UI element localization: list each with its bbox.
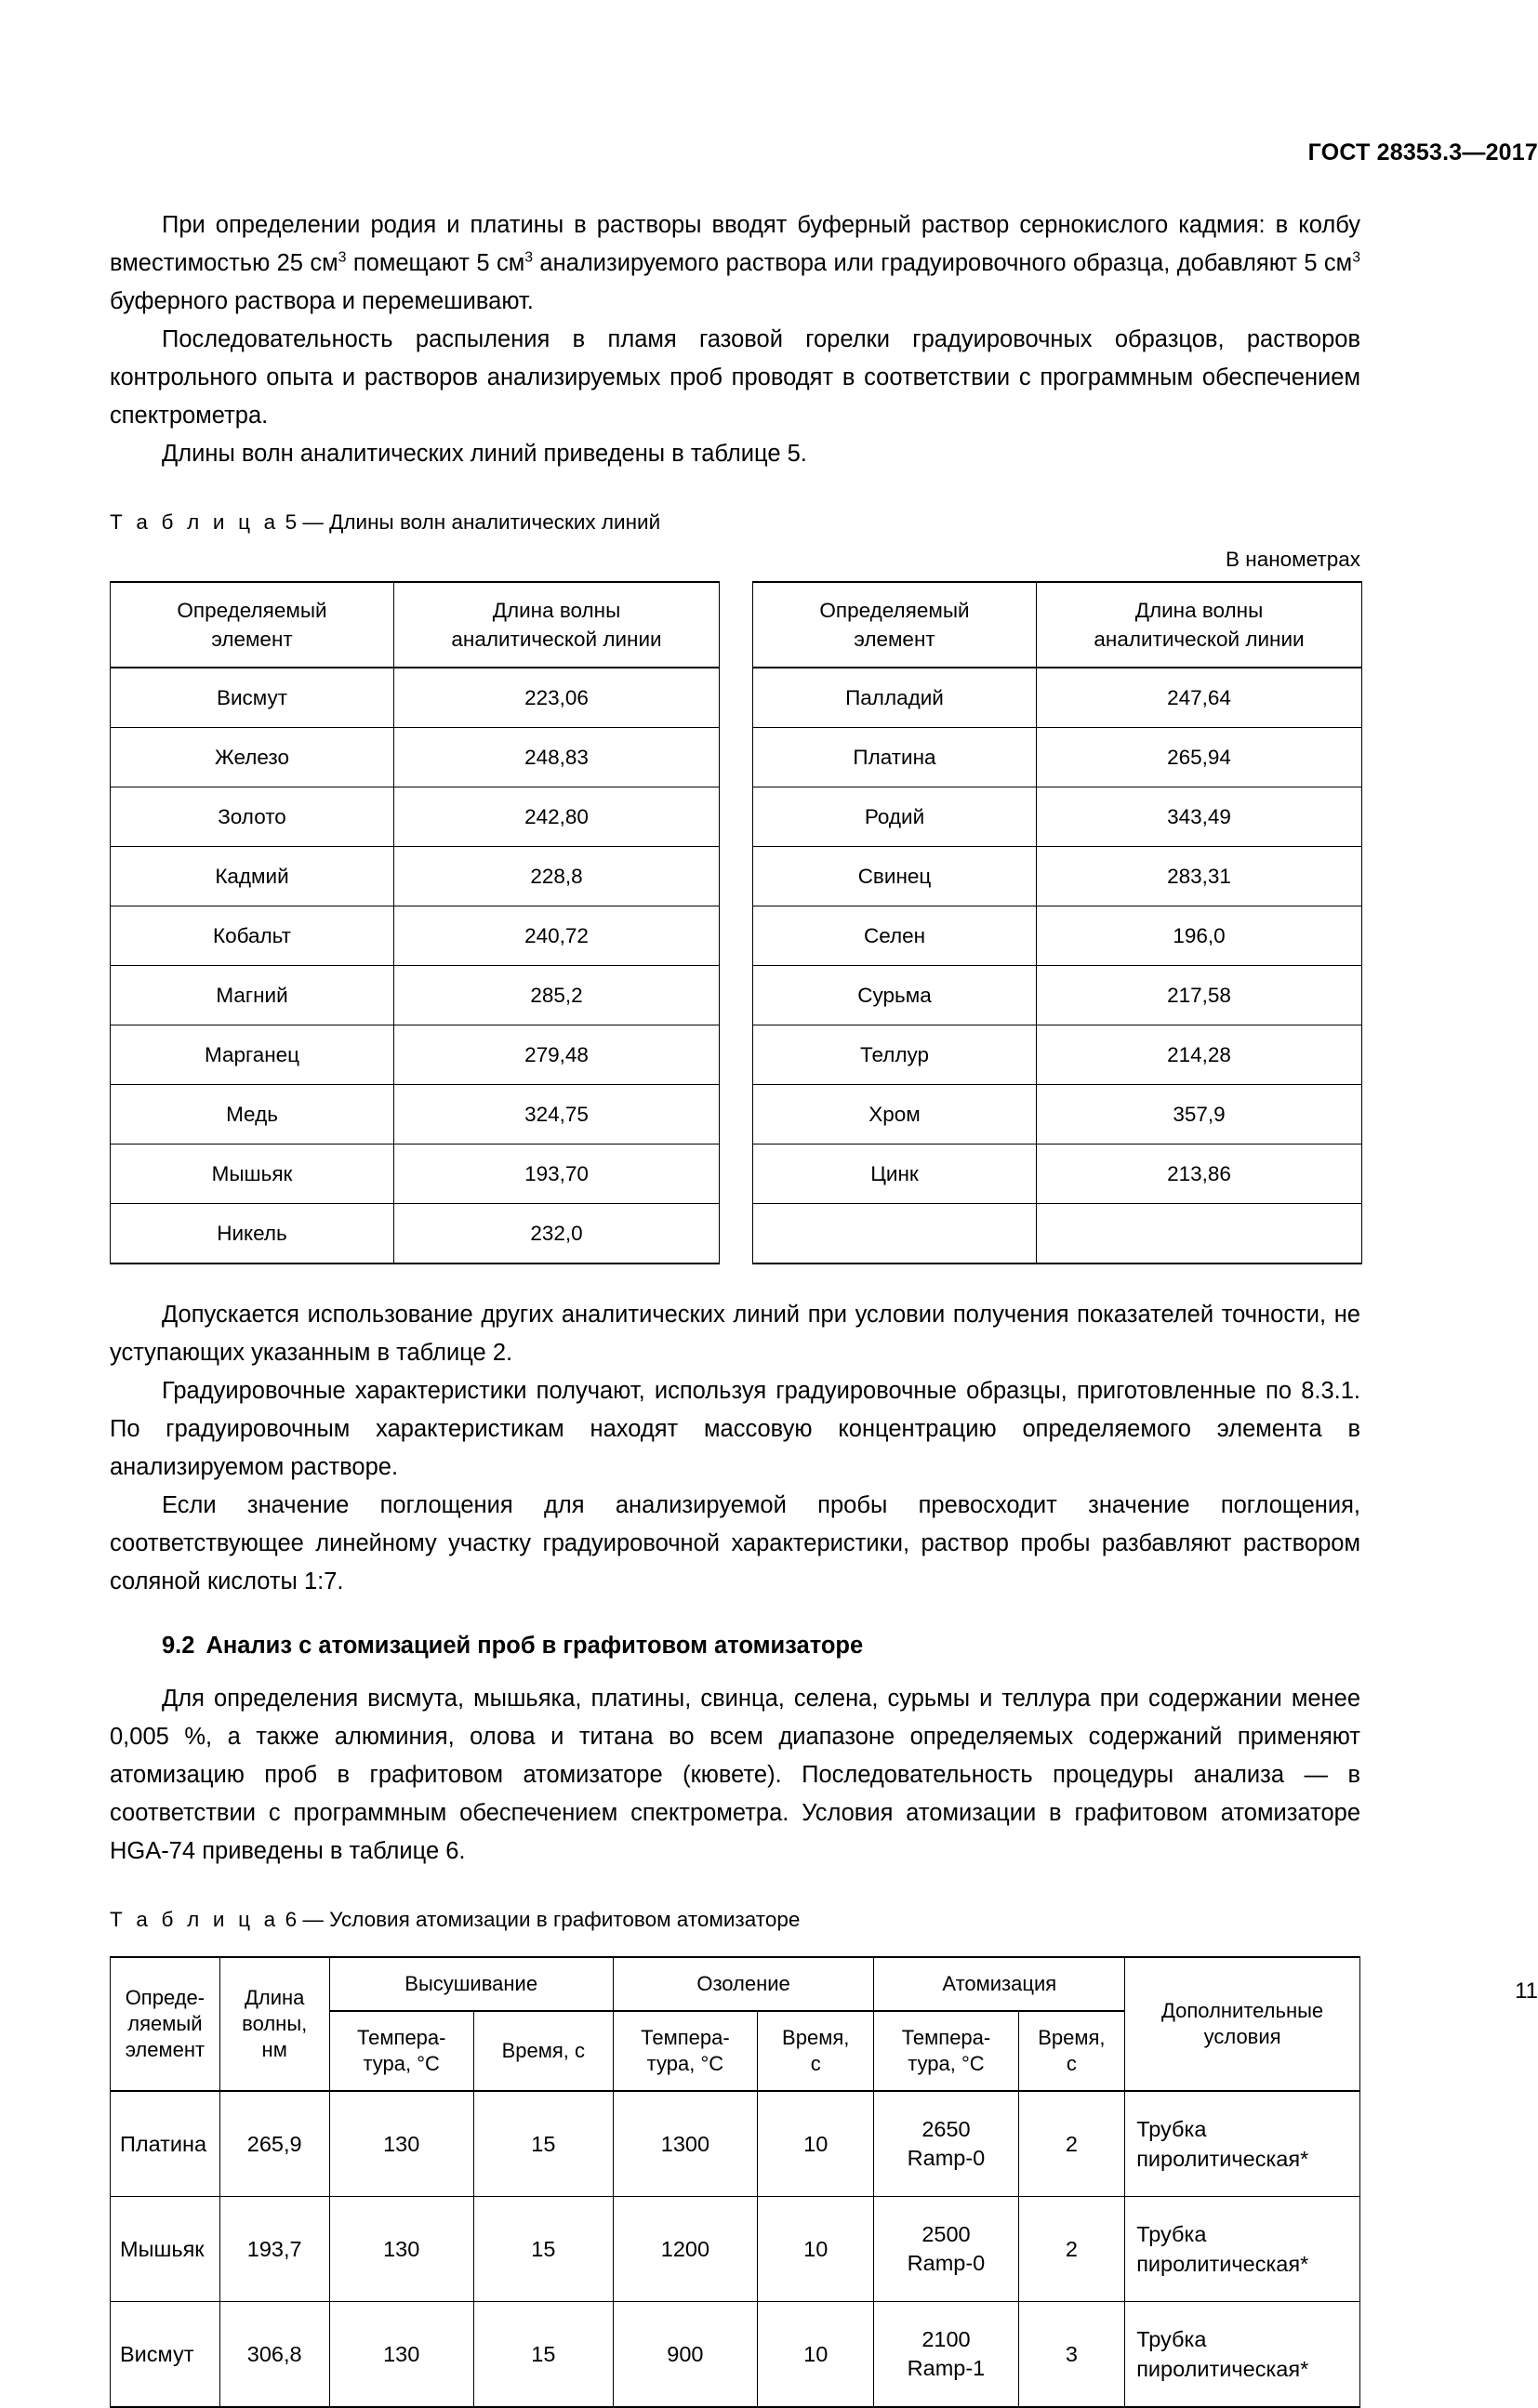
header-line-2: тура, °C [908, 2052, 985, 2075]
table6-header-group-ashing: Озоление [613, 1957, 874, 2011]
header-line-2: элемент [211, 628, 293, 651]
cell-element: Мышьяк [111, 1144, 394, 1204]
cell-element: Селен [753, 906, 1037, 966]
header-line-1: Длина волны [1134, 599, 1264, 622]
table6-header-element [111, 1957, 220, 2091]
cell-wavelength: 283,31 [1037, 847, 1362, 906]
table-row [753, 1025, 1362, 1085]
cell-element: Цинк [753, 1144, 1037, 1204]
p1-sup-3: 3 [1352, 249, 1360, 266]
cell-conditions: Трубка пиролитическая* [1125, 2302, 1360, 2408]
table6-caption [110, 1906, 1360, 1934]
cell-ash-time: 10 [758, 2302, 874, 2408]
table5 [110, 581, 1360, 1264]
table-row [111, 668, 720, 728]
header-line-1: Темпера- [901, 2026, 991, 2049]
cell-ash-temp: 900 [613, 2302, 757, 2408]
cell-wavelength: 196,0 [1037, 906, 1362, 966]
cell-wavelength: 357,9 [1037, 1085, 1362, 1144]
cell-wavelength: 223,06 [394, 668, 720, 728]
paragraph-calibration-characteristics: Градуировочные характеристики получают, используя градуировочные образцы, приготовленные по 8.3.1. По градуировочным характеристикам находят массовую концентрацию определяемого элемента в анализируемом растворе. [110, 1378, 1360, 1480]
cell-ash-time: 10 [758, 2091, 874, 2197]
header-line-1: Дополнительные [1161, 1999, 1324, 2022]
header-line-2: тура, °C [646, 2052, 724, 2075]
cell-element: Кобальт [111, 906, 394, 966]
table6-header-row-groups [111, 1957, 1360, 2011]
cell-dry-time: 15 [473, 2302, 613, 2408]
header-line-2: с [1066, 2052, 1077, 2075]
table6-header-group-atomization: Атомизация [874, 1957, 1125, 2011]
header-line-1: Время, [782, 2026, 850, 2049]
cell-dry-time: 15 [473, 2197, 613, 2302]
cell-wavelength: 248,83 [394, 728, 720, 787]
table6-header-wavelength [219, 1957, 329, 2091]
table6-header-atom-temp [874, 2011, 1018, 2091]
cell-wavelength: 324,75 [394, 1085, 720, 1144]
section-title: Анализ с атомизацией проб в графитовом атомизаторе [206, 1633, 864, 1659]
cell-wavelength: 193,7 [219, 2197, 329, 2302]
table-row [753, 1204, 1362, 1264]
header-line-2: элемент [854, 628, 935, 651]
table5-units-note: В нанометрах [1226, 548, 1360, 571]
cell-wavelength: 265,94 [1037, 728, 1362, 787]
cell-element: Золото [111, 787, 394, 847]
table5-right-header-wavelength [1037, 582, 1362, 668]
paragraph-other-lines-allowed: Допускается использование других аналитических линий при условии получения показателей точности, не уступающих указанным в таблице 2. [110, 1302, 1360, 1366]
table5-caption [110, 509, 1360, 536]
cell-element [753, 1204, 1037, 1264]
header-line-1: Темпера- [356, 2026, 446, 2049]
header-line-2: условия [1203, 2025, 1281, 2048]
paragraph-buffer-solution [110, 206, 1360, 321]
cell-wavelength: 232,0 [394, 1204, 720, 1264]
table6-caption-dash: — [302, 1908, 324, 1931]
header-line-2: волны, [242, 2012, 308, 2035]
p1-seg-a: При определении родия и платины в растворы вводят буферный раствор сернокислого кадмия: в колбу вместимостью 25 см [110, 212, 1360, 276]
cell-dry-temp: 130 [329, 2197, 473, 2302]
cell-element: Свинец [753, 847, 1037, 906]
table-row [111, 966, 720, 1025]
paragraph-absorbance-dilution: Если значение поглощения для анализируемой пробы превосходит значение поглощения, соответствующее линейному участку градуировочной характеристики, раствор пробы разбавляют раствором соляной кислоты 1:7. [110, 1492, 1360, 1594]
table-row [753, 906, 1362, 966]
cell-element: Висмут [111, 668, 394, 728]
cell-element: Марганец [111, 1025, 394, 1085]
cell-wavelength: 306,8 [219, 2302, 329, 2408]
table-row [111, 847, 720, 906]
table-row [753, 728, 1362, 787]
table5-caption-number: 5 [285, 510, 298, 534]
cell-element: Палладий [753, 668, 1037, 728]
cell-atom-temp [874, 2091, 1018, 2197]
table-row [753, 1085, 1362, 1144]
header-line-3: нм [261, 2038, 287, 2061]
table6-header-ash-time [758, 2011, 874, 2091]
cell-wavelength: 228,8 [394, 847, 720, 906]
header-line-2: аналитической линии [451, 628, 662, 651]
atom-ramp-value: Ramp-1 [907, 2356, 986, 2380]
table5-right-half [752, 581, 1362, 1264]
table5-caption-word: Т а б л и ц а [110, 510, 280, 534]
cell-element: Родий [753, 787, 1037, 847]
cell-ash-temp: 1300 [613, 2091, 757, 2197]
cell-atom-time: 2 [1018, 2197, 1125, 2302]
cell-atom-temp [874, 2302, 1018, 2408]
cell-element: Сурьма [753, 966, 1037, 1025]
cell-element: Кадмий [111, 847, 394, 906]
header-line-1: Определяемый [177, 599, 327, 622]
table5-left-header-row [111, 582, 720, 668]
paragraph-spraying-sequence: Последовательность распыления в пламя газовой горелки градуировочных образцов, растворов контрольного опыта и растворов анализируемых проб проводят в соответствии с программным обеспечением спектрометра. [110, 326, 1360, 429]
cell-wavelength: 242,80 [394, 787, 720, 847]
cell-wavelength: 279,48 [394, 1025, 720, 1085]
cell-wavelength: 240,72 [394, 906, 720, 966]
header-line-1: Длина волны [492, 599, 621, 622]
cell-wavelength: 247,64 [1037, 668, 1362, 728]
table-row [111, 1144, 720, 1204]
p1-seg-b: помещают 5 см [346, 250, 525, 276]
header-line-2: ляемый [127, 2012, 203, 2035]
table-row [111, 1085, 720, 1144]
cell-dry-temp: 130 [329, 2302, 473, 2408]
table-row [111, 728, 720, 787]
table6-caption-word: Т а б л и ц а [110, 1908, 280, 1931]
p1-sup-1: 3 [338, 249, 347, 266]
section-number: 9.2 [162, 1633, 195, 1659]
cell-element: Висмут [111, 2302, 220, 2408]
table5-caption-dash: — [302, 510, 324, 534]
p1-seg-c: анализируемого раствора или градуировочного образца, добавляют 5 см [533, 250, 1353, 276]
table6-caption-number: 6 [285, 1908, 298, 1931]
cell-wavelength: 213,86 [1037, 1144, 1362, 1204]
section-heading-9-2 [110, 1633, 1360, 1660]
table-row [753, 847, 1362, 906]
table5-right-header-element [753, 582, 1037, 668]
atom-ramp-value: Ramp-0 [907, 2146, 986, 2170]
cell-wavelength: 285,2 [394, 966, 720, 1025]
header-line-2: тура, °C [363, 2052, 440, 2075]
table-row [111, 2197, 1360, 2302]
cell-dry-temp: 130 [329, 2091, 473, 2197]
atom-temp-value: 2500 [921, 2222, 971, 2246]
table-row [753, 966, 1362, 1025]
p1-sup-2: 3 [524, 249, 534, 266]
document-body [110, 206, 1360, 2408]
table6-header-ash-temp [613, 2011, 757, 2091]
table-row [753, 668, 1362, 728]
table6-header-group-drying: Высушивание [329, 1957, 613, 2011]
header-line-1: Опреде- [125, 1986, 206, 2009]
table5-left-header-element [111, 582, 394, 668]
table-row [111, 906, 720, 966]
table-row [111, 787, 720, 847]
header-line-1: Темпера- [641, 2026, 730, 2049]
cell-element: Платина [111, 2091, 220, 2197]
cell-element: Железо [111, 728, 394, 787]
table5-right-header-row [753, 582, 1362, 668]
table-row [111, 2091, 1360, 2197]
table6-header-dry-temp [329, 2011, 473, 2091]
table6-header-extra-conditions [1125, 1957, 1360, 2091]
cell-conditions: Трубка пиролитическая* [1125, 2197, 1360, 2302]
header-line-1: Определяемый [819, 599, 970, 622]
page-number: 11 [1515, 1978, 1538, 2004]
cell-atom-time: 2 [1018, 2091, 1125, 2197]
cell-element: Теллур [753, 1025, 1037, 1085]
cell-dry-time: 15 [473, 2091, 613, 2197]
cell-ash-time: 10 [758, 2197, 874, 2302]
table6-header-dry-time: Время, с [473, 2011, 613, 2091]
cell-ash-temp: 1200 [613, 2197, 757, 2302]
paragraph-wavelengths-ref: Длины волн аналитических линий приведены в таблице 5. [162, 441, 807, 467]
cell-element: Магний [111, 966, 394, 1025]
cell-element: Никель [111, 1204, 394, 1264]
cell-wavelength [1037, 1204, 1362, 1264]
atom-temp-value: 2650 [921, 2117, 971, 2141]
table-row [753, 1144, 1362, 1204]
cell-wavelength: 265,9 [219, 2091, 329, 2197]
header-line-1: Время, [1038, 2026, 1106, 2049]
cell-atom-temp [874, 2197, 1018, 2302]
table-row [753, 787, 1362, 847]
table-row [111, 1025, 720, 1085]
cell-element: Платина [753, 728, 1037, 787]
p1-seg-d: буферного раствора и перемешивают. [110, 288, 534, 314]
cell-wavelength: 214,28 [1037, 1025, 1362, 1085]
cell-wavelength: 343,49 [1037, 787, 1362, 847]
atom-temp-value: 2100 [921, 2327, 971, 2351]
table-row [111, 1204, 720, 1264]
paragraph-graphite-atomizer-intro: Для определения висмута, мышьяка, платины, свинца, селена, сурьмы и теллура при содержании менее 0,005 %, а также алюминия, олова и титана во всем диапазоне определяемых содержаний применяют атомизацию проб в графитовом атомизаторе (кювете). Последовательность процедуры анализа — в соответствии с программным обеспечением спектрометра. Условия атомизации в графитовом атомизаторе HGA-74 приведены в таблице 6. [110, 1686, 1360, 1864]
header-line-2: с [810, 2052, 821, 2075]
cell-atom-time: 3 [1018, 2302, 1125, 2408]
header-line-3: элемент [125, 2038, 206, 2061]
table5-left-header-wavelength [394, 582, 720, 668]
header-line-1: Длина [244, 1986, 305, 2009]
cell-conditions: Трубка пиролитическая* [1125, 2091, 1360, 2197]
cell-wavelength: 193,70 [394, 1144, 720, 1204]
table6-caption-title: Условия атомизации в графитовом атомизаторе [329, 1908, 801, 1931]
cell-element: Мышьяк [111, 2197, 220, 2302]
cell-element: Медь [111, 1085, 394, 1144]
table5-caption-title: Длины волн аналитических линий [329, 510, 661, 534]
table6 [110, 1956, 1360, 2408]
running-header: ГОСТ 28353.3—2017 [1307, 139, 1538, 165]
cell-wavelength: 217,58 [1037, 966, 1362, 1025]
table5-left-half [110, 581, 720, 1264]
header-line-2: аналитической линии [1094, 628, 1305, 651]
table-row [111, 2302, 1360, 2408]
table6-header-atom-time [1018, 2011, 1125, 2091]
cell-element: Хром [753, 1085, 1037, 1144]
atom-ramp-value: Ramp-0 [907, 2251, 986, 2275]
